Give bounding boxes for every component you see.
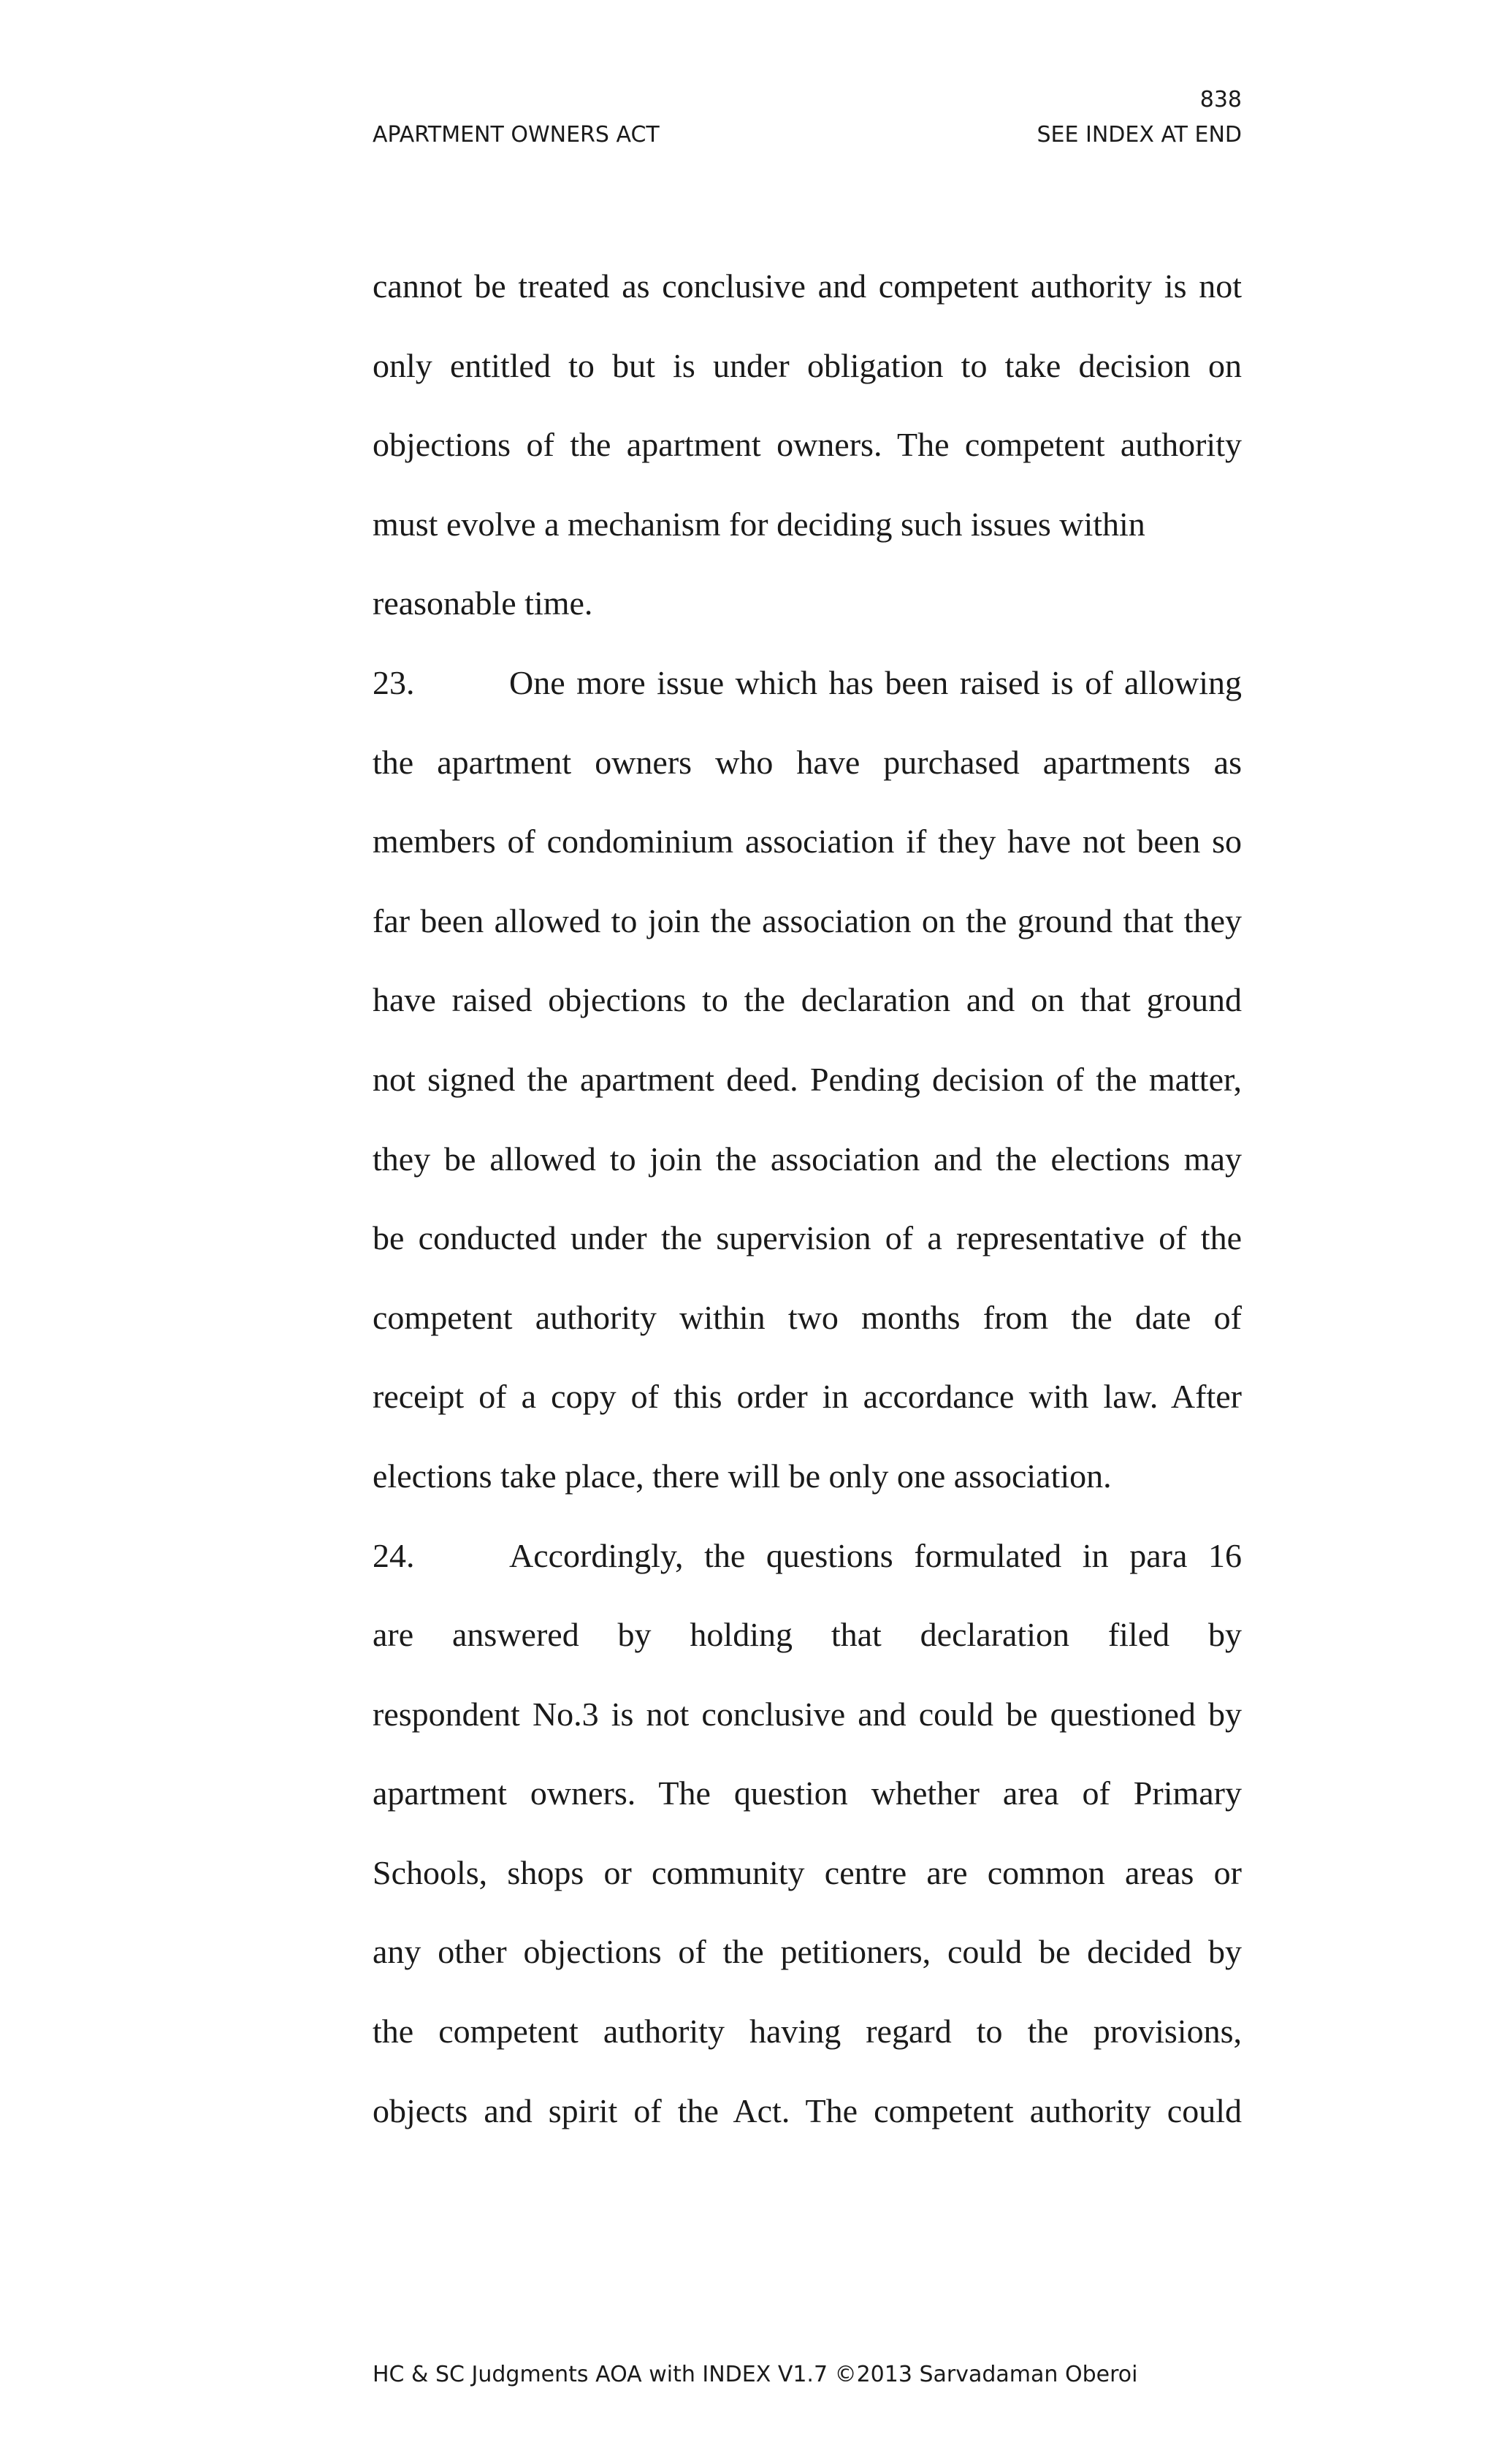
text-line: must evolve a mechanism for deciding such issues within <box>373 505 1145 543</box>
text-line: members of condominium association if they have not been so <box>373 823 1242 861</box>
text-line: apartment owners. The question whether area of Primary <box>373 1774 1242 1812</box>
text-line: cannot be treated as conclusive and competent authority is not <box>373 267 1242 305</box>
text-line: objections of the apartment owners. The competent authority <box>373 426 1242 464</box>
text-line: elections take place, there will be only one association. <box>373 1457 1112 1495</box>
paragraph-start-24 <box>373 1530 1242 1610</box>
text-line: receipt of a copy of this order in accordance with law. After <box>373 1378 1242 1416</box>
text-line: any other objections of the petitioners, could be decided by <box>373 1933 1242 1971</box>
paragraph-number: 24. <box>373 1536 415 1574</box>
text-line: have raised objections to the declaration and on that ground <box>373 981 1242 1019</box>
header-title: APARTMENT OWNERS ACT <box>373 122 660 148</box>
paragraph-number: 23. <box>373 663 415 701</box>
text-line: far been allowed to join the association on the ground that they <box>373 901 1242 939</box>
text-line: the apartment owners who have purchased apartments as <box>373 743 1242 781</box>
text-line: reasonable time. <box>373 584 593 622</box>
text-line: competent authority within two months from the date of <box>373 1298 1242 1336</box>
header-index-note: SEE INDEX AT END <box>1037 122 1242 148</box>
page-number: 838 <box>1199 87 1242 112</box>
text-line: objects and spirit of the Act. The competent authority could <box>373 2091 1242 2129</box>
text-line: be conducted under the supervision of a representative of the <box>373 1219 1242 1257</box>
paragraph-start-23 <box>373 657 1242 737</box>
text-line: Accordingly, the questions formulated in para 16 <box>509 1536 1242 1574</box>
text-line: respondent No.3 is not conclusive and could be questioned by <box>373 1695 1242 1733</box>
text-line: they be allowed to join the association and the elections may <box>373 1140 1242 1178</box>
text-line: the competent authority having regard to the provisions, <box>373 2013 1242 2051</box>
text-line: only entitled to but is under obligation to take decision on <box>373 346 1242 384</box>
running-header <box>373 124 1242 146</box>
text-line: Schools, shops or community centre are common areas or <box>373 1853 1242 1891</box>
text-line: not signed the apartment deed. Pending decision of the matter, <box>373 1060 1242 1098</box>
text-line: are answered by holding that declaration filed by <box>373 1616 1242 1654</box>
text-line: One more issue which has been raised is of allowing <box>509 663 1242 701</box>
page-footer: HC & SC Judgments AOA with INDEX V1.7 ©2013 Sarvadaman Oberoi <box>373 2362 1138 2387</box>
body-text <box>373 261 1242 2164</box>
